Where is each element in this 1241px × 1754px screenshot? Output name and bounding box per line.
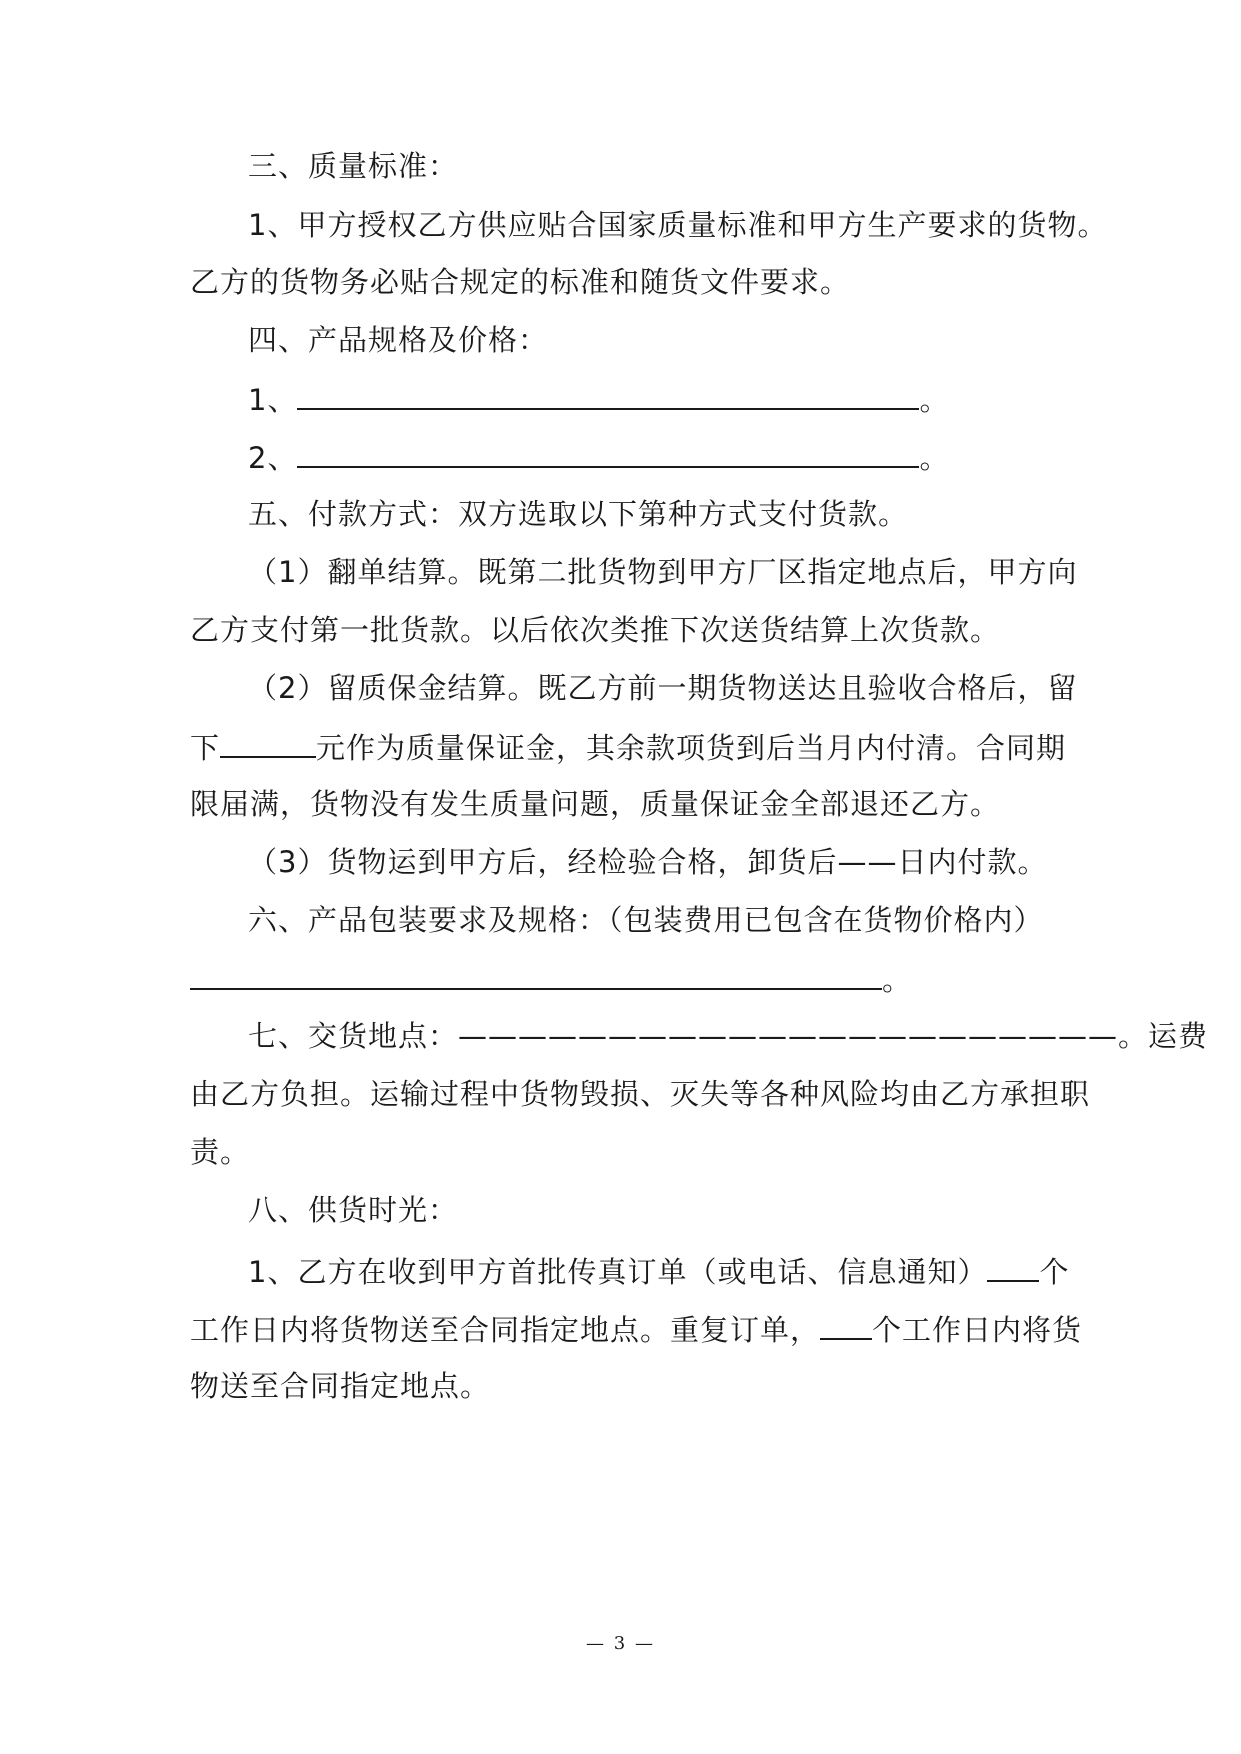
paragraph-line: （1）翻单结算。既第二批货物到甲方厂区指定地点后，甲方向 [248,555,1078,589]
packaging-end: 。 [882,963,913,997]
section-heading-supply-time: 八、供货时光： [248,1193,459,1227]
section-heading-packaging: 六、产品包装要求及规格：（包装费用已包含在货物价格内） [248,903,1044,937]
first-order-days-blank [987,1250,1039,1282]
section-heading-product-spec: 四、产品规格及价格： [248,323,549,357]
payment-days-suffix: 日内付款。 [897,845,1048,879]
paragraph-line: 1、甲方授权乙方供应贴合国家质量标准和甲方生产要求的货物。 [248,208,1108,242]
repeat-order-line [190,1308,1083,1350]
paragraph-line: 物送至合同指定地点。 [190,1369,491,1403]
spec-item-1-end: 。 [919,383,950,417]
delivery-location-label: 七、交货地点 [248,1019,429,1053]
delivery-location-line [248,1016,1209,1056]
section-heading-payment: 五、付款方式：双方选取以下第种方式支付货款。 [248,497,909,531]
paragraph-line: 责。 [190,1135,251,1169]
packaging-blank-line [190,958,1060,1000]
supply-days-prefix: 1、乙方在收到甲方首批传真订单（或电话、信息通知） [248,1255,988,1289]
paragraph-line: 由乙方负担。运输过程中货物毁损、灭失等各种风险均由乙方承担职 [190,1077,1091,1111]
supply-days-suffix: 个 [1039,1255,1070,1289]
spec-item-1 [248,378,1060,420]
spec-item-2 [248,436,1060,478]
deposit-amount-blank [220,726,316,758]
repeat-order-days-blank [820,1308,872,1340]
paragraph-line: 乙方支付第一批货款。以后依次类推下次送货结算上次货款。 [190,613,1001,647]
page-number: — 3 — [586,1633,655,1654]
repeat-order-prefix: 工作日内将货物送至合同指定地点。重复订单， [190,1313,821,1347]
paragraph-line: 乙方的货物务必贴合规定的标准和随货文件要求。 [190,265,851,299]
paragraph-line: 限届满，货物没有发生质量问题，质量保证金全部退还乙方。 [190,787,1001,821]
spec-item-1-number: 1、 [248,383,298,417]
delivery-location-blank: ：—————————————————————— [428,1019,1119,1053]
spec-item-1-blank [297,378,919,410]
deposit-suffix: 元作为质量保证金，其余款项货到后当月内付清。合同期 [316,731,1067,765]
payment-days-line [248,842,1060,882]
deposit-prefix: 下 [190,731,221,765]
spec-item-2-end: 。 [919,441,950,475]
payment-days-prefix: （3）货物运到甲方后，经检验合格，卸货后 [248,845,838,879]
deposit-line [190,726,1067,768]
repeat-order-suffix: 个工作日内将货 [872,1313,1083,1347]
supply-days-line [248,1250,1070,1292]
spec-item-2-blank [297,436,919,468]
packaging-blank [190,958,882,990]
paragraph-line: （2）留质保金结算。既乙方前一期货物送达且验收合格后，留 [248,671,1078,705]
spec-item-2-number: 2、 [248,441,298,475]
payment-days-dash: —— [837,845,898,879]
section-heading-quality-standard: 三、质量标准： [248,149,459,183]
delivery-location-suffix: 。运费 [1118,1019,1209,1053]
